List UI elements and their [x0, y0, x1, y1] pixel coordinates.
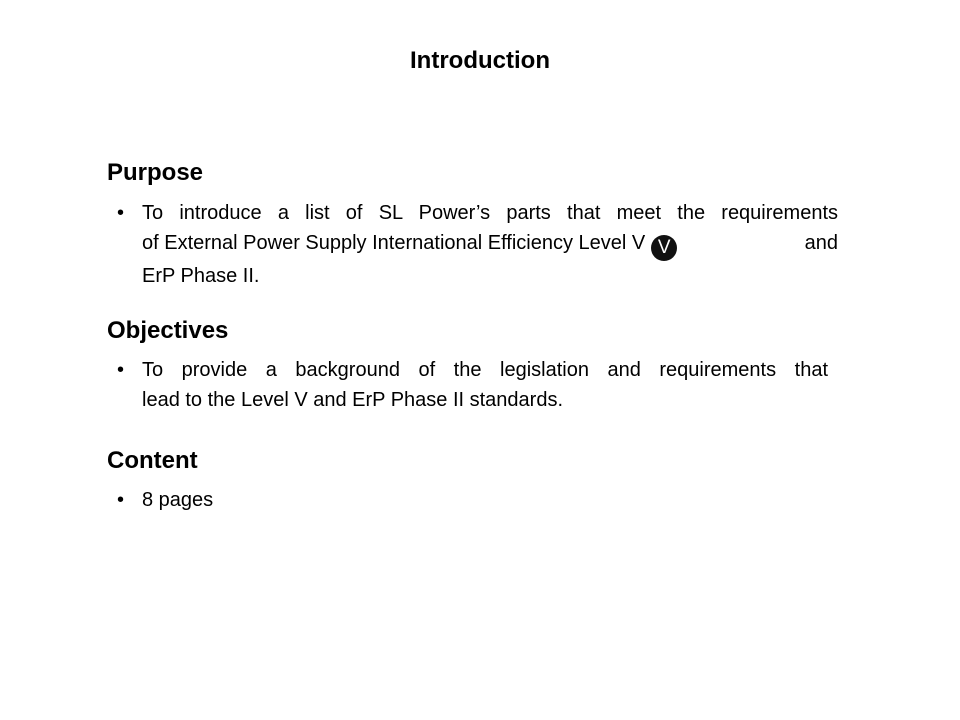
purpose-line-2-text: of External Power Supply International Efficiency Level V: [142, 232, 646, 254]
level-v-mark-icon: V: [651, 235, 677, 261]
bullet-marker: •: [117, 202, 125, 224]
section-heading-objectives: Objectives: [107, 317, 229, 344]
bullet-marker: •: [117, 359, 125, 381]
section-heading-content: Content: [107, 447, 198, 474]
objectives-line-1: To provide a background of the legislation and requirements that: [142, 359, 828, 381]
bullet-marker: •: [117, 489, 125, 511]
objectives-text: [142, 355, 828, 415]
objectives-line-2: lead to the Level V and ErP Phase II standards.: [142, 389, 564, 411]
content-line-1: 8 pages: [142, 489, 214, 511]
slide-title: Introduction: [410, 47, 550, 74]
purpose-line-1: To introduce a list of SL Power’s parts that meet the requirements: [142, 202, 838, 224]
content-text: [142, 485, 842, 515]
section-heading-purpose: Purpose: [107, 159, 204, 186]
purpose-line-3: ErP Phase II.: [142, 265, 260, 287]
purpose-line-2-and: and: [804, 232, 838, 254]
purpose-text: [142, 198, 838, 291]
purpose-line-2: [142, 228, 838, 261]
